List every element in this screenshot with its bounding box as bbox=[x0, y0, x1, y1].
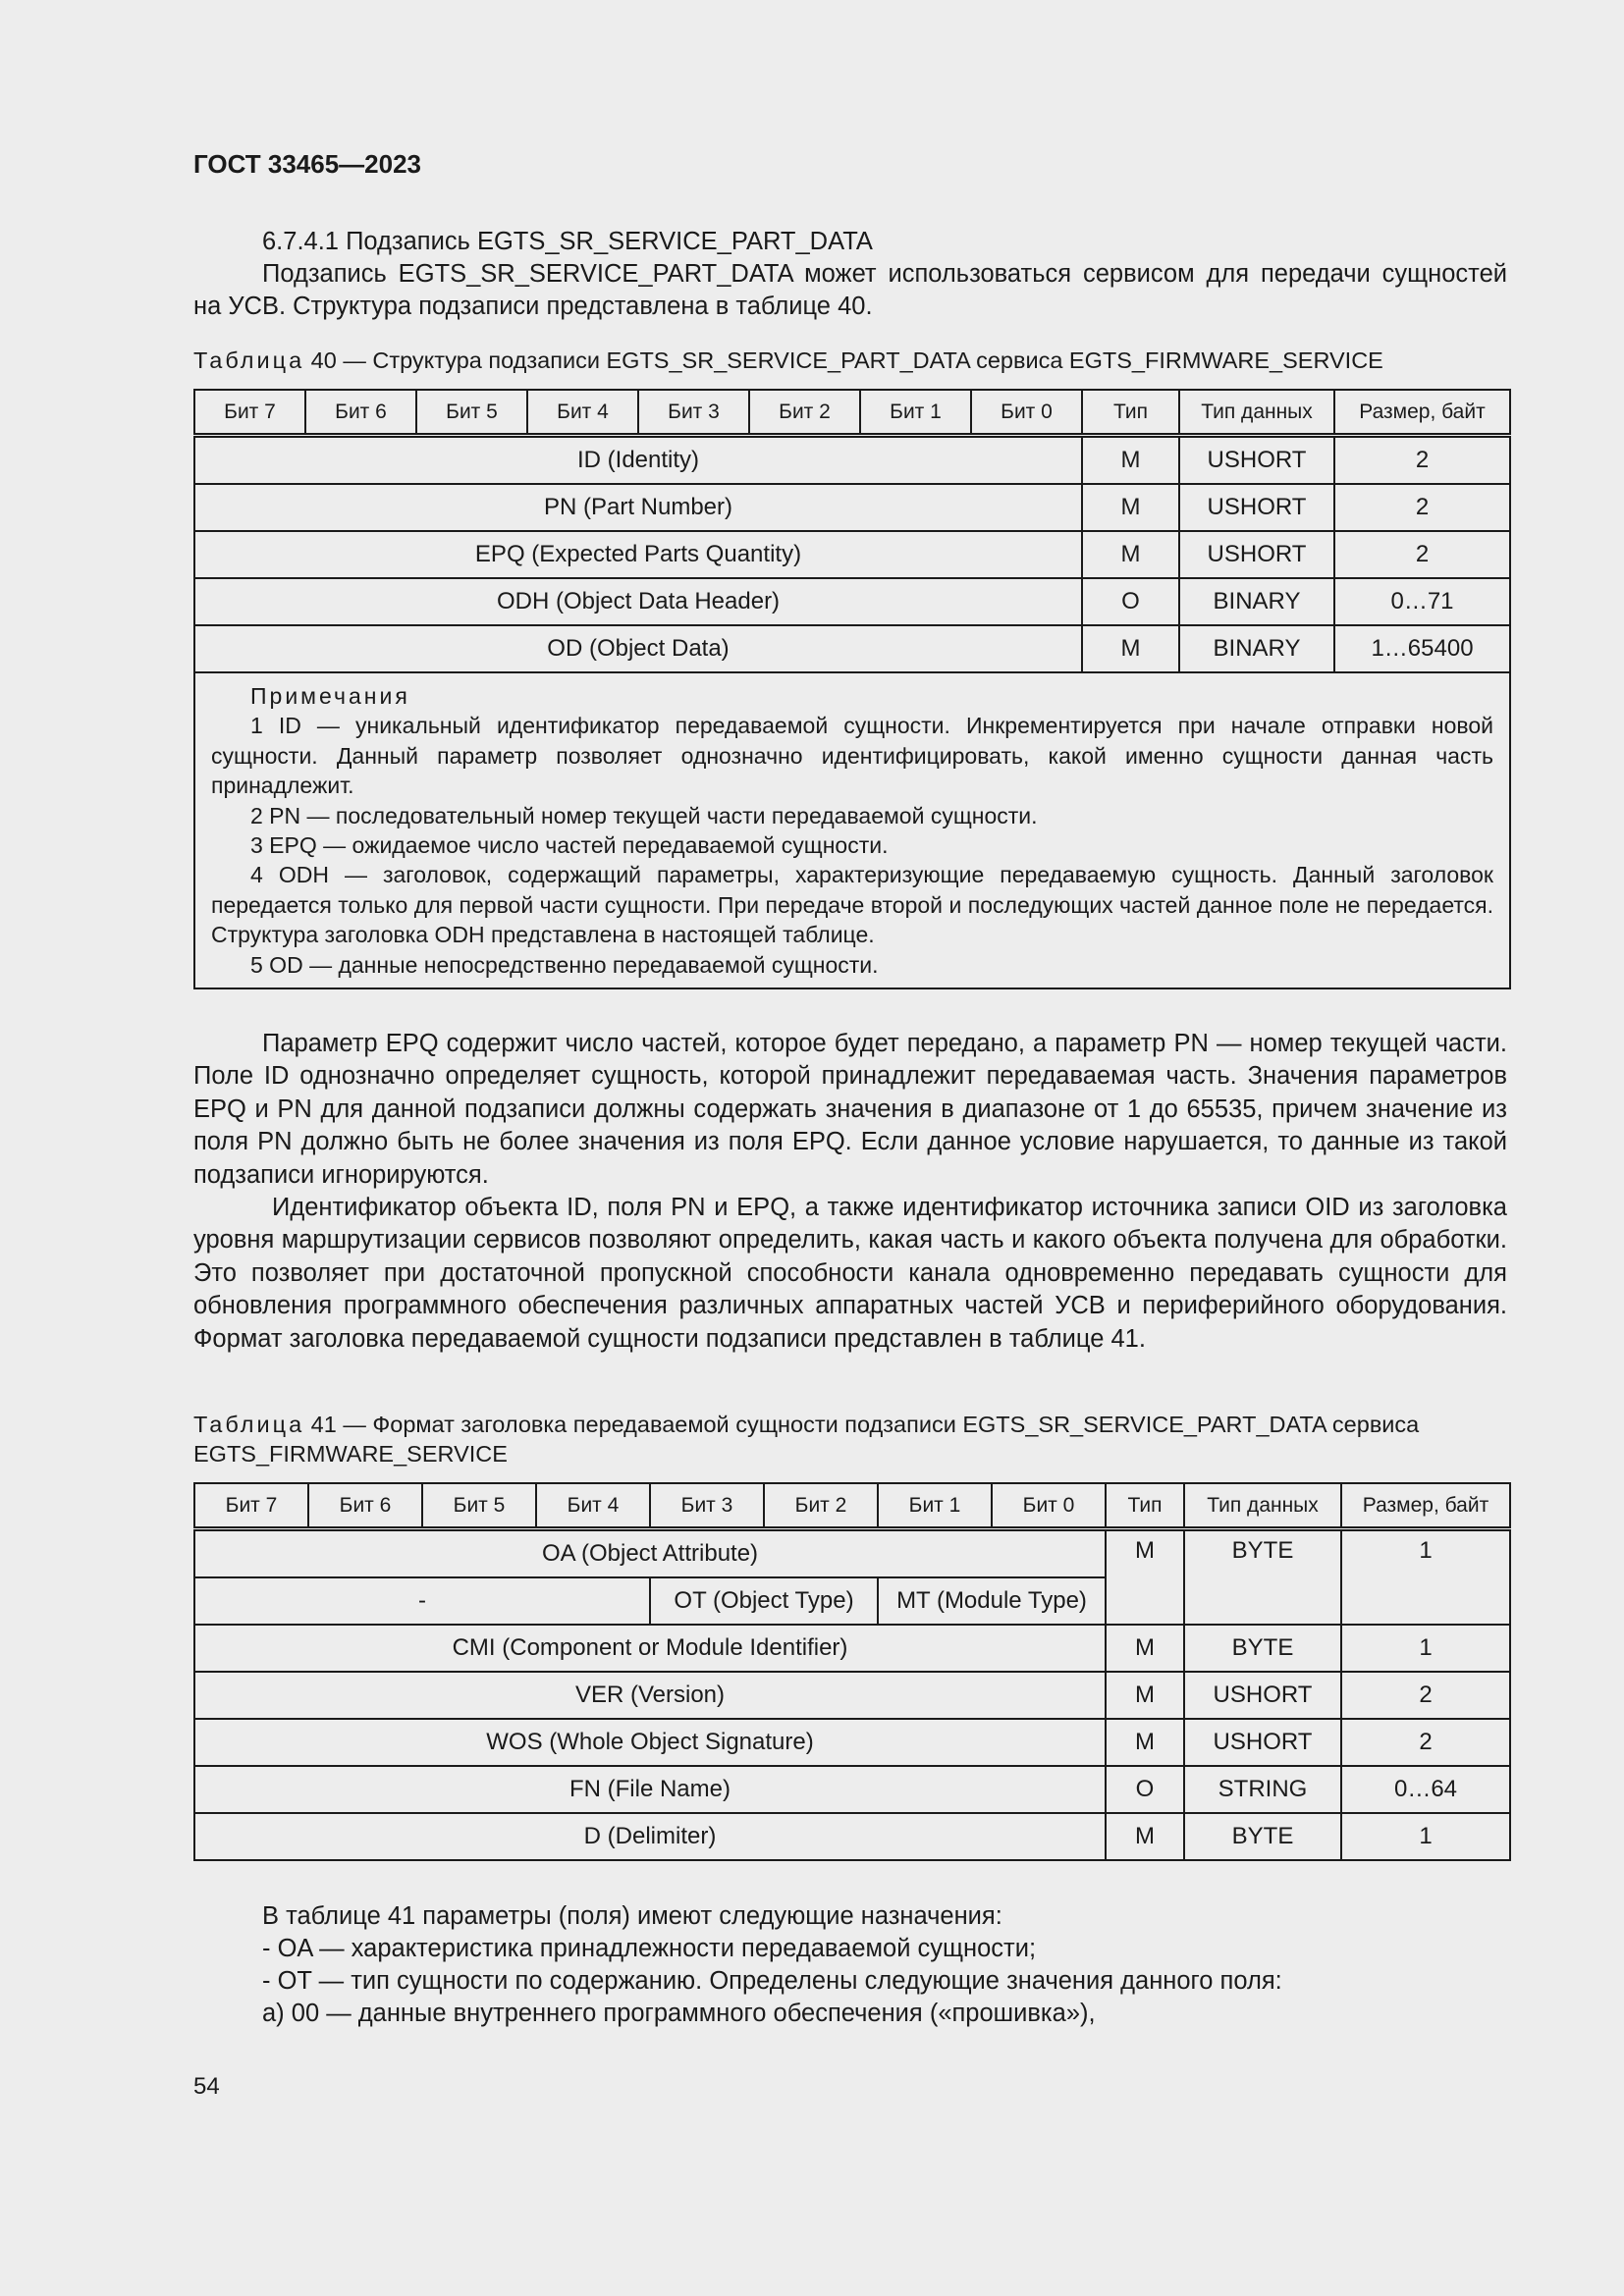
table-40 bbox=[193, 389, 1511, 989]
table-row bbox=[194, 1672, 1510, 1719]
table40-caption-prefix: Таблица bbox=[193, 347, 305, 373]
table-row bbox=[194, 436, 1510, 485]
table-41 bbox=[193, 1482, 1511, 1861]
section-heading: 6.7.4.1 Подзапись EGTS_SR_SERVICE_PART_DATA bbox=[262, 228, 873, 255]
note-item: 4 ODH — заголовок, содержащий параметры, характеризующие передаваемую сущность. Данный заголовок передается только для первой части сущности. При передаче второй и последующих частей данное поле не передается. Структура заголовка ODH представлена в настоящей таблице. bbox=[211, 862, 1493, 948]
tail-line-2: - OA — характеристика принадлежности передаваемой сущности; bbox=[262, 1935, 1037, 1962]
table41-header-cell: Бит 6 bbox=[308, 1483, 422, 1529]
table40-header-cell: Бит 3 bbox=[638, 390, 749, 436]
field-module-type: MT (Module Type) bbox=[878, 1577, 1106, 1625]
field-name: ID (Identity) bbox=[194, 436, 1082, 485]
tail-line-3: - OT — тип сущности по содержанию. Определены следующие значения данного поля: bbox=[262, 1967, 1282, 1995]
table41-header-cell: Размер, байт bbox=[1341, 1483, 1510, 1529]
table41-caption-prefix: Таблица bbox=[193, 1412, 305, 1437]
table40-caption bbox=[193, 346, 1509, 375]
table-row bbox=[194, 1719, 1510, 1766]
field-data-type: BYTE bbox=[1184, 1813, 1341, 1860]
field-size: 1 bbox=[1341, 1813, 1510, 1860]
table-row bbox=[194, 1625, 1510, 1672]
notes-title: Примечания bbox=[250, 683, 410, 709]
field-name: WOS (Whole Object Signature) bbox=[194, 1719, 1106, 1766]
field-reserved: - bbox=[194, 1577, 650, 1625]
field-type: M bbox=[1106, 1719, 1184, 1766]
table-row bbox=[194, 531, 1510, 578]
table40-caption-text: 40 — Структура подзаписи EGTS_SR_SERVICE_PART_DATA сервиса EGTS_FIRMWARE_SERVICE bbox=[304, 347, 1383, 373]
field-type: M bbox=[1082, 625, 1179, 672]
section-intro: Подзапись EGTS_SR_SERVICE_PART_DATA может использоваться сервисом для передачи сущностей на УСВ. Структура подзаписи представлена в таблице 40. bbox=[193, 260, 1507, 321]
table-row bbox=[194, 484, 1510, 531]
field-name: FN (File Name) bbox=[194, 1766, 1106, 1813]
table41-header-cell: Бит 7 bbox=[194, 1483, 308, 1529]
note-item: 3 EPQ — ожидаемое число частей передаваемой сущности. bbox=[250, 832, 889, 859]
field-name: ODH (Object Data Header) bbox=[194, 578, 1082, 625]
table40-header-cell: Бит 5 bbox=[416, 390, 527, 436]
field-name: D (Delimiter) bbox=[194, 1813, 1106, 1860]
field-type: O bbox=[1082, 578, 1179, 625]
note-item: 2 PN — последовательный номер текущей части передаваемой сущности. bbox=[250, 802, 1038, 828]
table-row bbox=[194, 1766, 1510, 1813]
note-item: 5 OD — данные непосредственно передаваемой сущности. bbox=[250, 951, 879, 978]
body-paragraph-2: Идентификатор объекта ID, поля PN и EPQ, а также идентификатор источника записи OID из заголовка уровня маршрутизации сервисов позволяют определить, какая часть и какого объекта получена для обработки. Это позволяет при достаточной пропускной способности канала одновременно передавать сущности для обновления программного обеспечения различных аппаратных частей УСВ и периферийного оборудования. Формат заголовка передаваемой сущности подзаписи представлен в таблице 41. bbox=[193, 1194, 1507, 1353]
field-object-type: OT (Object Type) bbox=[650, 1577, 878, 1625]
field-type: O bbox=[1106, 1766, 1184, 1813]
table40-header-cell: Бит 1 bbox=[860, 390, 971, 436]
field-size: 2 bbox=[1334, 436, 1510, 485]
table40-header-cell: Бит 7 bbox=[194, 390, 305, 436]
field-size: 1 bbox=[1341, 1625, 1510, 1672]
field-data-type: USHORT bbox=[1184, 1672, 1341, 1719]
table41-header-cell: Бит 4 bbox=[536, 1483, 650, 1529]
page-number: 54 bbox=[193, 2073, 220, 2100]
field-type: M bbox=[1106, 1529, 1184, 1626]
tail-line-4: а) 00 — данные внутреннего программного обеспечения («прошивка»), bbox=[262, 2000, 1096, 2027]
table40-notes bbox=[194, 672, 1510, 988]
table41-header-cell: Тип bbox=[1106, 1483, 1184, 1529]
table41-header-cell: Бит 5 bbox=[422, 1483, 536, 1529]
table-row bbox=[194, 1529, 1510, 1578]
table41-caption bbox=[193, 1410, 1509, 1468]
field-data-type: BINARY bbox=[1179, 578, 1334, 625]
table40-header-cell: Бит 2 bbox=[749, 390, 860, 436]
table41-header-cell: Бит 2 bbox=[764, 1483, 878, 1529]
field-size: 2 bbox=[1334, 531, 1510, 578]
table41-header-cell: Бит 0 bbox=[992, 1483, 1106, 1529]
table41-header-cell: Бит 1 bbox=[878, 1483, 992, 1529]
document-title: ГОСТ 33465—2023 bbox=[193, 149, 421, 179]
field-name: CMI (Component or Module Identifier) bbox=[194, 1625, 1106, 1672]
field-data-type: USHORT bbox=[1179, 436, 1334, 485]
note-item: 1 ID — уникальный идентификатор передаваемой сущности. Инкрементируется при начале отправки новой сущности. Данный параметр позволяет однозначно идентифицировать, какой именно сущности данная часть принадлежит. bbox=[211, 713, 1493, 799]
field-size: 2 bbox=[1334, 484, 1510, 531]
table41-header-cell: Бит 3 bbox=[650, 1483, 764, 1529]
table41-caption-text: 41 — Формат заголовка передаваемой сущности подзаписи EGTS_SR_SERVICE_PART_DATA сервиса EGTS_FIRMWARE_SERVICE bbox=[193, 1412, 1420, 1467]
field-name: EPQ (Expected Parts Quantity) bbox=[194, 531, 1082, 578]
field-size: 0…64 bbox=[1341, 1766, 1510, 1813]
table40-header-row bbox=[194, 390, 1510, 436]
field-type: M bbox=[1082, 531, 1179, 578]
field-size: 1…65400 bbox=[1334, 625, 1510, 672]
field-size: 2 bbox=[1341, 1672, 1510, 1719]
field-size: 2 bbox=[1341, 1719, 1510, 1766]
table40-header-cell: Бит 4 bbox=[527, 390, 638, 436]
table40-header-cell: Бит 6 bbox=[305, 390, 416, 436]
field-name: OA (Object Attribute) bbox=[194, 1529, 1106, 1578]
field-data-type: BYTE bbox=[1184, 1625, 1341, 1672]
field-type: M bbox=[1106, 1672, 1184, 1719]
table41-header-row bbox=[194, 1483, 1510, 1529]
field-type: M bbox=[1106, 1813, 1184, 1860]
tail-line-1: В таблице 41 параметры (поля) имеют следующие назначения: bbox=[262, 1902, 1002, 1930]
body-paragraph-1: Параметр EPQ содержит число частей, которое будет передано, а параметр PN — номер текущей части. Поле ID однозначно определяет сущность, которой принадлежит передаваемая часть. Значения параметров EPQ и PN для данной подзаписи должны содержать значения в диапазоне от 1 до 65535, причем значение из поля PN должно быть не более значения из поля EPQ. Если данное условие нарушается, то данные из такой подзаписи игнорируются. bbox=[193, 1030, 1507, 1189]
field-size: 0…71 bbox=[1334, 578, 1510, 625]
field-name: OD (Object Data) bbox=[194, 625, 1082, 672]
field-name: PN (Part Number) bbox=[194, 484, 1082, 531]
table40-header-cell: Тип bbox=[1082, 390, 1179, 436]
field-type: M bbox=[1082, 436, 1179, 485]
table-row bbox=[194, 625, 1510, 672]
table40-header-cell: Тип данных bbox=[1179, 390, 1334, 436]
field-data-type: USHORT bbox=[1179, 484, 1334, 531]
table-row bbox=[194, 578, 1510, 625]
table41-header-cell: Тип данных bbox=[1184, 1483, 1341, 1529]
field-data-type: BINARY bbox=[1179, 625, 1334, 672]
field-data-type: USHORT bbox=[1184, 1719, 1341, 1766]
field-data-type: USHORT bbox=[1179, 531, 1334, 578]
field-name: VER (Version) bbox=[194, 1672, 1106, 1719]
table40-notes-row bbox=[194, 672, 1510, 988]
table-row bbox=[194, 1813, 1510, 1860]
field-type: M bbox=[1082, 484, 1179, 531]
field-data-type: STRING bbox=[1184, 1766, 1341, 1813]
table40-header-cell: Бит 0 bbox=[971, 390, 1082, 436]
table40-header-cell: Размер, байт bbox=[1334, 390, 1510, 436]
field-type: M bbox=[1106, 1625, 1184, 1672]
field-size: 1 bbox=[1341, 1529, 1510, 1626]
field-data-type: BYTE bbox=[1184, 1529, 1341, 1626]
